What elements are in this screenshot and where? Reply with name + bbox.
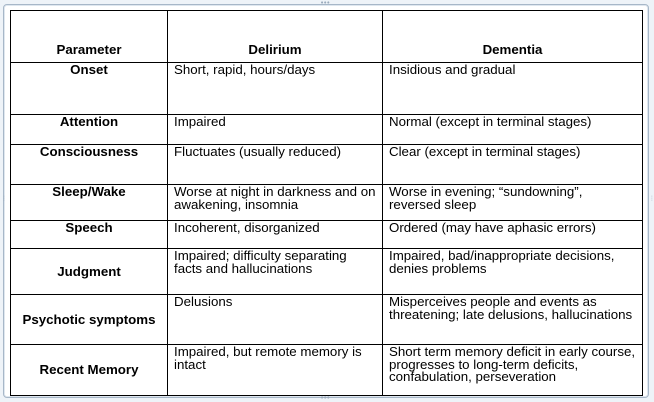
row-delirium: Fluctuates (usually reduced): [168, 145, 383, 185]
row-dementia: Normal (except in terminal stages): [383, 115, 643, 145]
row-dementia: Short term memory deficit in early course, progresses to long-term deficits, confabulation, perseveration: [383, 345, 643, 396]
row-dementia: Insidious and gradual: [383, 63, 643, 115]
row-dementia: Misperceives people and events as threatening; late delusions, hallucinations: [383, 295, 643, 345]
row-dementia: Ordered (may have aphasic errors): [383, 221, 643, 249]
table-row: [11, 221, 643, 249]
table-row: [11, 185, 643, 221]
table-row: [11, 249, 643, 295]
header-dementia: Dementia: [383, 11, 643, 63]
table-row: [11, 145, 643, 185]
row-parameter: Speech: [11, 221, 168, 249]
row-parameter: Recent Memory: [11, 345, 168, 396]
row-delirium: Impaired: [168, 115, 383, 145]
row-delirium: Short, rapid, hours/days: [168, 63, 383, 115]
table-row: [11, 63, 643, 115]
row-parameter: Sleep/Wake: [11, 185, 168, 221]
row-parameter: Onset: [11, 63, 168, 115]
table-row: [11, 345, 643, 396]
row-dementia: Worse in evening; “sundowning”, reversed sleep: [383, 185, 643, 221]
row-dementia: Clear (except in terminal stages): [383, 145, 643, 185]
header-delirium: Delirium: [168, 11, 383, 63]
comparison-table: [10, 10, 643, 396]
resize-handle-top-icon[interactable]: •••: [320, 0, 330, 7]
row-delirium: Impaired, but remote memory is intact: [168, 345, 383, 396]
resize-handle-bottom-icon[interactable]: •••: [320, 394, 330, 402]
row-delirium: Worse at night in darkness and on awakening, insomnia: [168, 185, 383, 221]
row-dementia: Impaired, bad/inappropriate decisions, denies problems: [383, 249, 643, 295]
resize-handle-left-icon[interactable]: ⋮: [1, 195, 6, 202]
table-row: [11, 295, 643, 345]
header-parameter: Parameter: [11, 11, 168, 63]
resize-handle-right-icon[interactable]: ⋮: [649, 195, 654, 202]
row-delirium: Incoherent, disorganized: [168, 221, 383, 249]
row-parameter: Attention: [11, 115, 168, 145]
table-row: [11, 115, 643, 145]
row-parameter: Judgment: [11, 249, 168, 295]
row-delirium: Delusions: [168, 295, 383, 345]
row-parameter: Psychotic symptoms: [11, 295, 168, 345]
row-delirium: Impaired; difficulty separating facts and hallucinations: [168, 249, 383, 295]
row-parameter: Consciousness: [11, 145, 168, 185]
table-header-row: [11, 11, 643, 63]
